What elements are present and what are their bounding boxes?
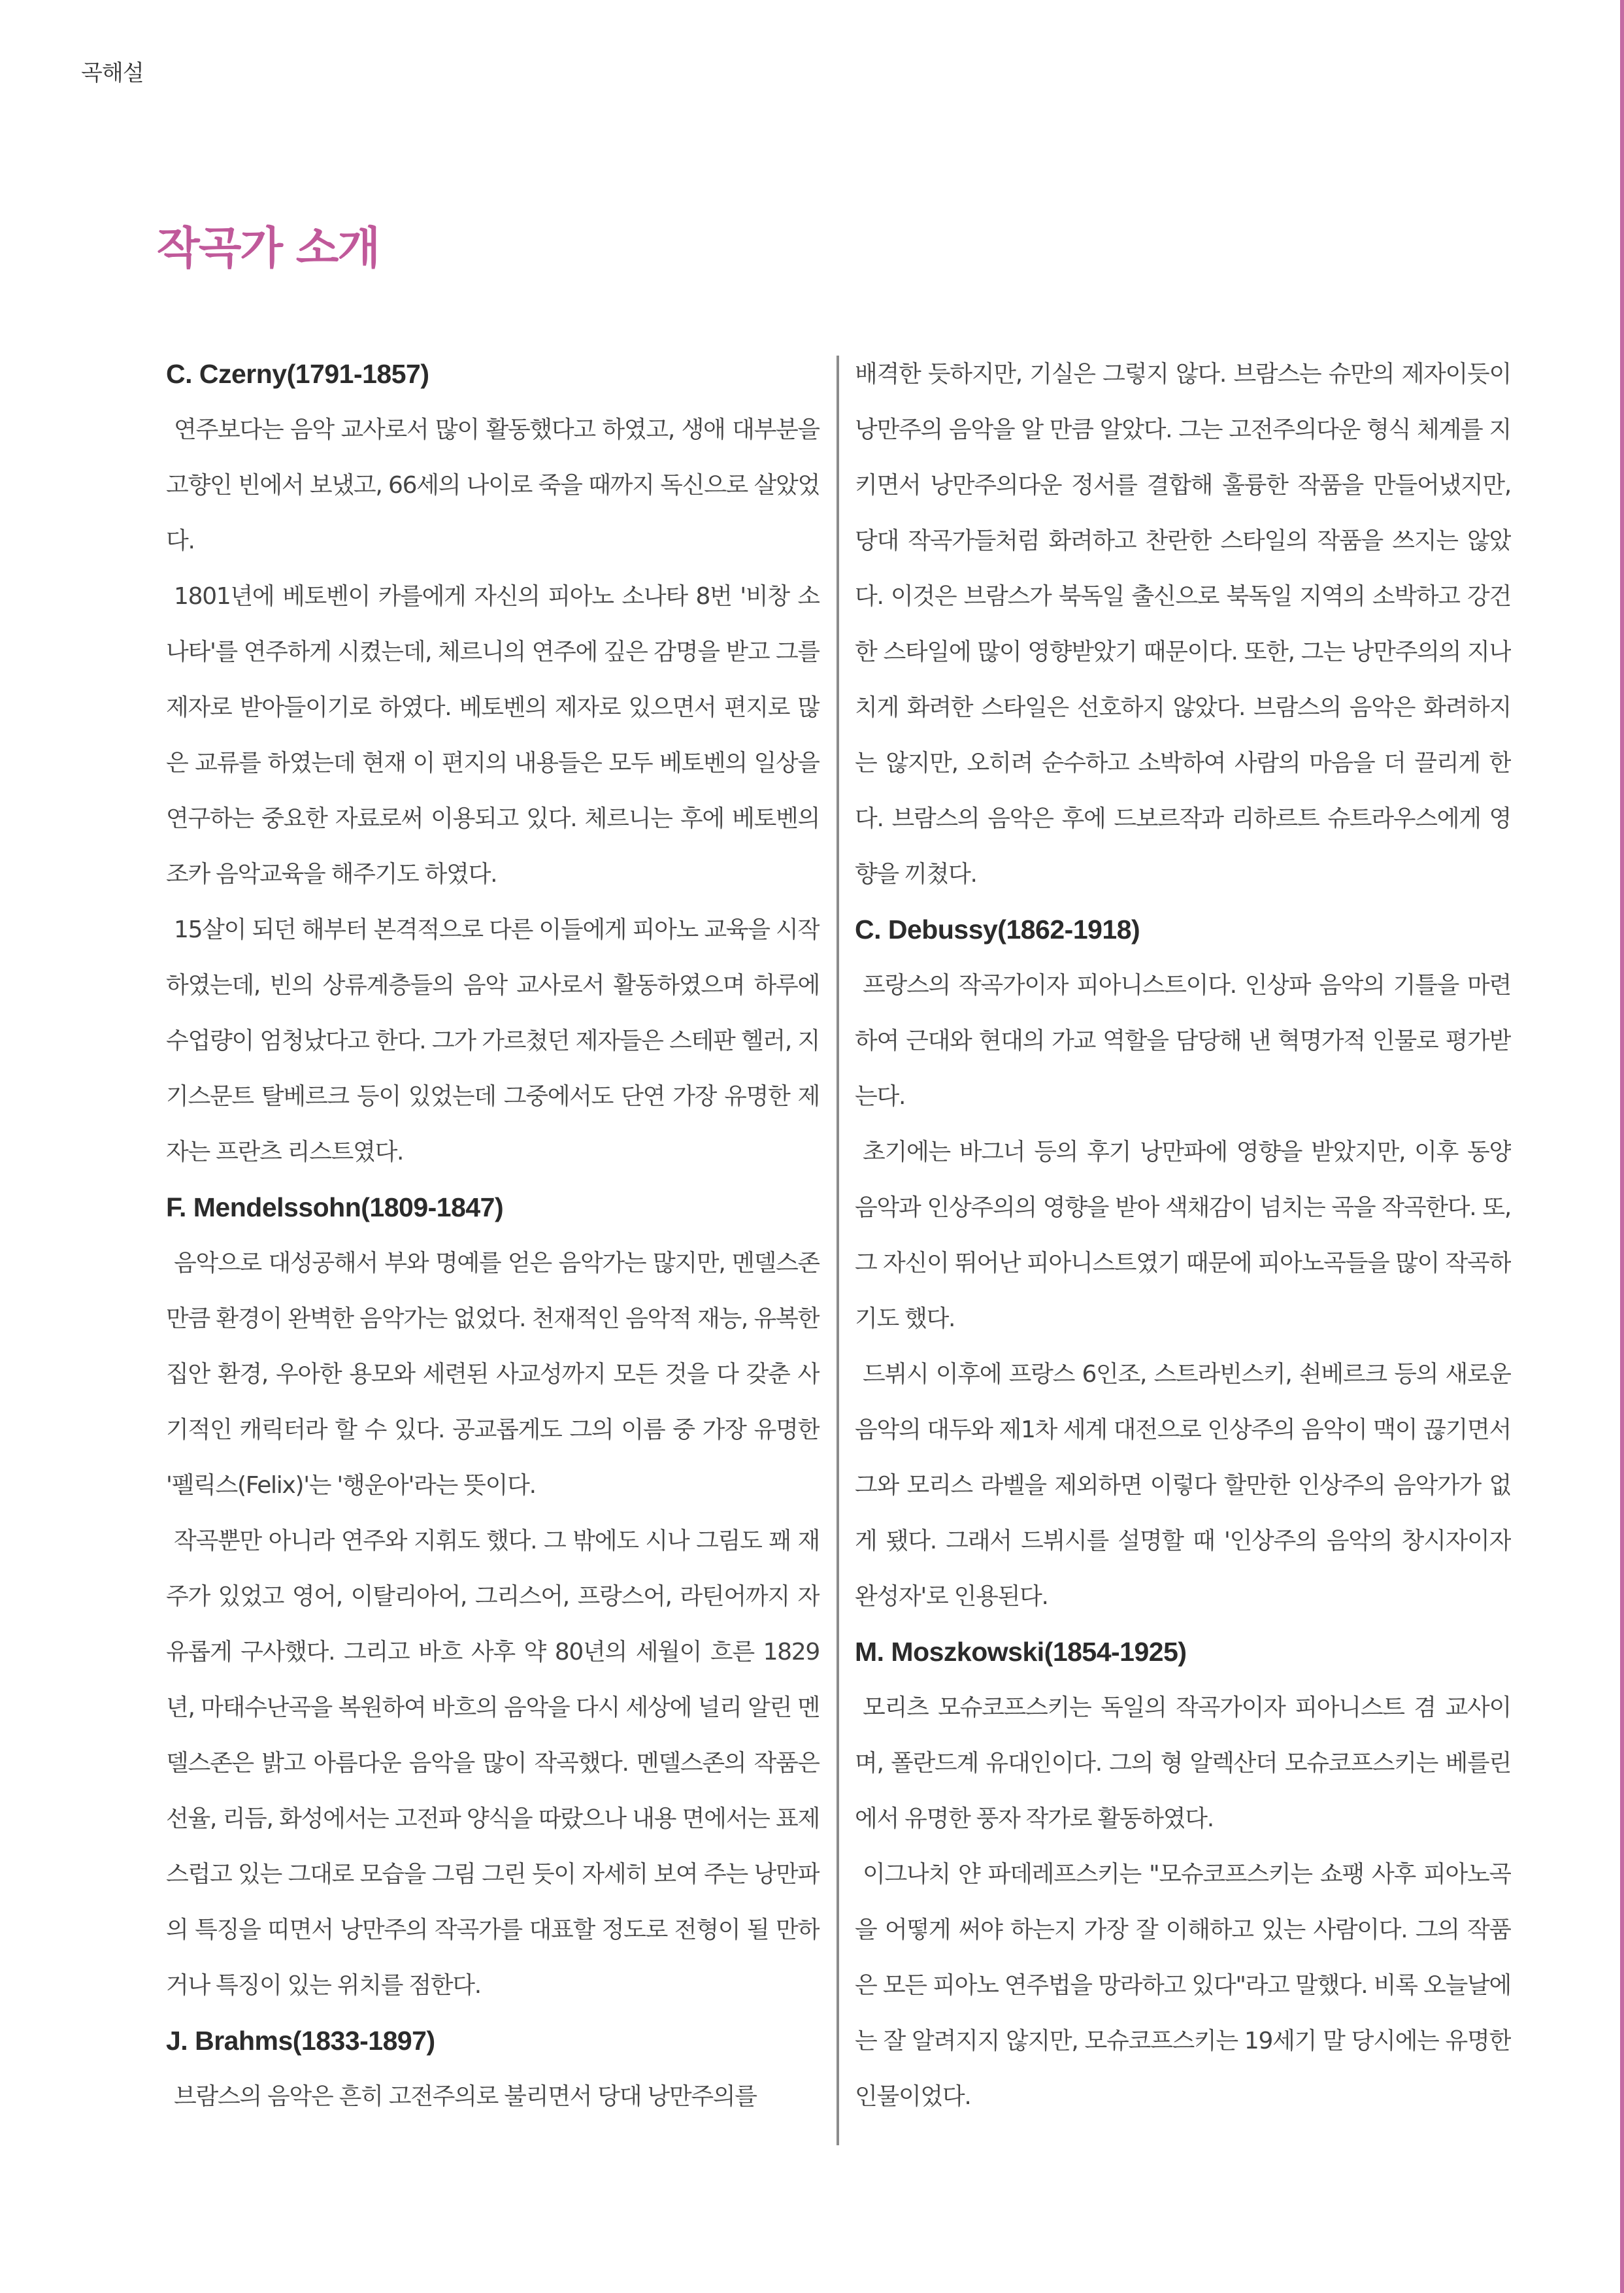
debussy-para-1: 프랑스의 작곡가이자 피아니스트이다. 인상파 음악의 기틀을 마련하여 근대와 현대의 가교 역할을 담당해 낸 혁명가적 인물로 평가받는다. — [855, 972, 1511, 1110]
composer-heading-brahms: J. Brahms(1833-1897) — [166, 2026, 435, 2056]
right-column — [855, 346, 1511, 2137]
czerny-para-1: 연주보다는 음악 교사로서 많이 활동했다고 하였고, 생애 대부분을 고향인 빈에서 보냈고, 66세의 나이로 죽을 때까지 독신으로 살았었다. — [166, 416, 820, 554]
czerny-para-2: 1801년에 베토벤이 카를에게 자신의 피아노 소나타 8번 '비창 소나타'를 연주하게 시켰는데, 체르니의 연주에 깊은 감명을 받고 그를 제자로 받아들이기로 하였다. 베토벤의 제자로 있으면서 편지로 많은 교류를 하였는데 현재 이 편지의 내용들은 모두 베토벤의 일상을 연구하는 중요한 자료로써 이용되고 있다. 체르니는 후에 베토벤의 조카 음악교육을 해주기도 하였다. — [166, 583, 820, 888]
running-header: 곡해설 — [81, 60, 144, 86]
composer-heading-mendelssohn: F. Mendelssohn(1809-1847) — [166, 1192, 504, 1222]
composer-heading-moszkowski: M. Moszkowski(1854-1925) — [855, 1637, 1187, 1667]
brahms-para-1-start: 브람스의 음악은 흔히 고전주의로 불리면서 당대 낭만주의를 — [174, 2083, 757, 2110]
section-title: 작곡가 소개 — [157, 223, 380, 275]
mendelssohn-para-1: 음악으로 대성공해서 부와 명예를 얻은 음악가는 많지만, 멘델스존만큼 환경이 완벽한 음악가는 없었다. 천재적인 음악적 재능, 유복한 집안 환경, 우아한 용모와 세련된 사교성까지 모든 것을 다 갖춘 사기적인 캐릭터라 할 수 있다. 공교롭게도 그의 이름 중 가장 유명한 '펠릭스(Felix)'는 '행운아'라는 뜻이다. — [166, 1250, 820, 1499]
column-divider — [837, 356, 839, 2145]
moszkowski-para-1: 모리츠 모슈코프스키는 독일의 작곡가이자 피아니스트 겸 교사이며, 폴란드계 유대인이다. 그의 형 알렉산더 모슈코프스키는 베를린에서 유명한 풍자 작가로 활동하였다. — [855, 1694, 1511, 1832]
debussy-para-2: 초기에는 바그너 등의 후기 낭만파에 영향을 받았지만, 이후 동양 음악과 인상주의의 영향을 받아 색채감이 넘치는 곡을 작곡한다. 또, 그 자신이 뛰어난 피아니스트였기 때문에 피아노곡들을 많이 작곡하기도 했다. — [855, 1139, 1511, 1332]
composer-heading-debussy: C. Debussy(1862-1918) — [855, 914, 1140, 945]
moszkowski-para-2: 이그나치 얀 파데레프스키는 "모슈코프스키는 쇼팽 사후 피아노곡을 어떻게 써야 하는지 가장 잘 이해하고 있는 사람이다. 그의 작품은 모든 피아노 연주법을 망라하고 있다"라고 말했다. 비록 오늘날에는 잘 알려지지 않지만, 모슈코프스키는 19세기 말 당시에는 유명한 인물이었다. — [855, 1861, 1511, 2110]
czerny-para-3: 15살이 되던 해부터 본격적으로 다른 이들에게 피아노 교육을 시작하였는데, 빈의 상류계층들의 음악 교사로서 활동하였으며 하루에 수업량이 엄청났다고 한다. 그가 가르쳤던 제자들은 스테판 헬러, 지기스문트 탈베르크 등이 있었는데 그중에서도 단연 가장 유명한 제자는 프란츠 리스트였다. — [166, 916, 820, 1165]
left-column — [166, 346, 820, 2137]
mendelssohn-para-2: 작곡뿐만 아니라 연주와 지휘도 했다. 그 밖에도 시나 그림도 꽤 재주가 있었고 영어, 이탈리아어, 그리스어, 프랑스어, 라틴어까지 자유롭게 구사했다. 그리고 바흐 사후 약 80년의 세월이 흐른 1829년, 마태수난곡을 복원하여 바흐의 음악을 다시 세상에 널리 알린 멘델스존은 밝고 아름다운 음악을 많이 작곡했다. 멘델스존의 작품은 선율, 리듬, 화성에서는 고전파 양식을 따랐으나 내용 면에서는 표제스럽고 있는 그대로 모습을 그림 그린 듯이 자세히 보여 주는 낭만파의 특징을 띠면서 낭만주의 작곡가를 대표할 정도로 전형이 될 만하거나 특징이 있는 위치를 점한다. — [166, 1528, 820, 1999]
brahms-para-1-cont: 배격한 듯하지만, 기실은 그렇지 않다. 브람스는 슈만의 제자이듯이 낭만주의 음악을 알 만큼 알았다. 그는 고전주의다운 형식 체계를 지키면서 낭만주의다운 정서를 결합해 훌륭한 작품을 만들어냈지만, 당대 작곡가들처럼 화려하고 찬란한 스타일의 작품을 쓰지는 않았다. 이것은 브람스가 북독일 출신으로 북독일 지역의 소박하고 강건한 스타일에 많이 영향받았기 때문이다. 또한, 그는 낭만주의의 지나치게 화려한 스타일은 선호하지 않았다. 브람스의 음악은 화려하지는 않지만, 오히려 순수하고 소박하여 사람의 마음을 더 끌리게 한다. 브람스의 음악은 후에 드보르작과 리하르트 슈트라우스에게 영향을 끼쳤다. — [855, 361, 1511, 888]
page-edge-accent-bar — [1620, 0, 1624, 2293]
debussy-para-3: 드뷔시 이후에 프랑스 6인조, 스트라빈스키, 쇤베르크 등의 새로운 음악의 대두와 제1차 세계 대전으로 인상주의 음악이 맥이 끊기면서 그와 모리스 라벨을 제외하면 이렇다 할만한 인상주의 음악가가 없게 됐다. 그래서 드뷔시를 설명할 때 '인상주의 음악의 창시자이자 완성자'로 인용된다. — [855, 1361, 1511, 1610]
composer-heading-czerny: C. Czerny(1791-1857) — [166, 359, 429, 389]
